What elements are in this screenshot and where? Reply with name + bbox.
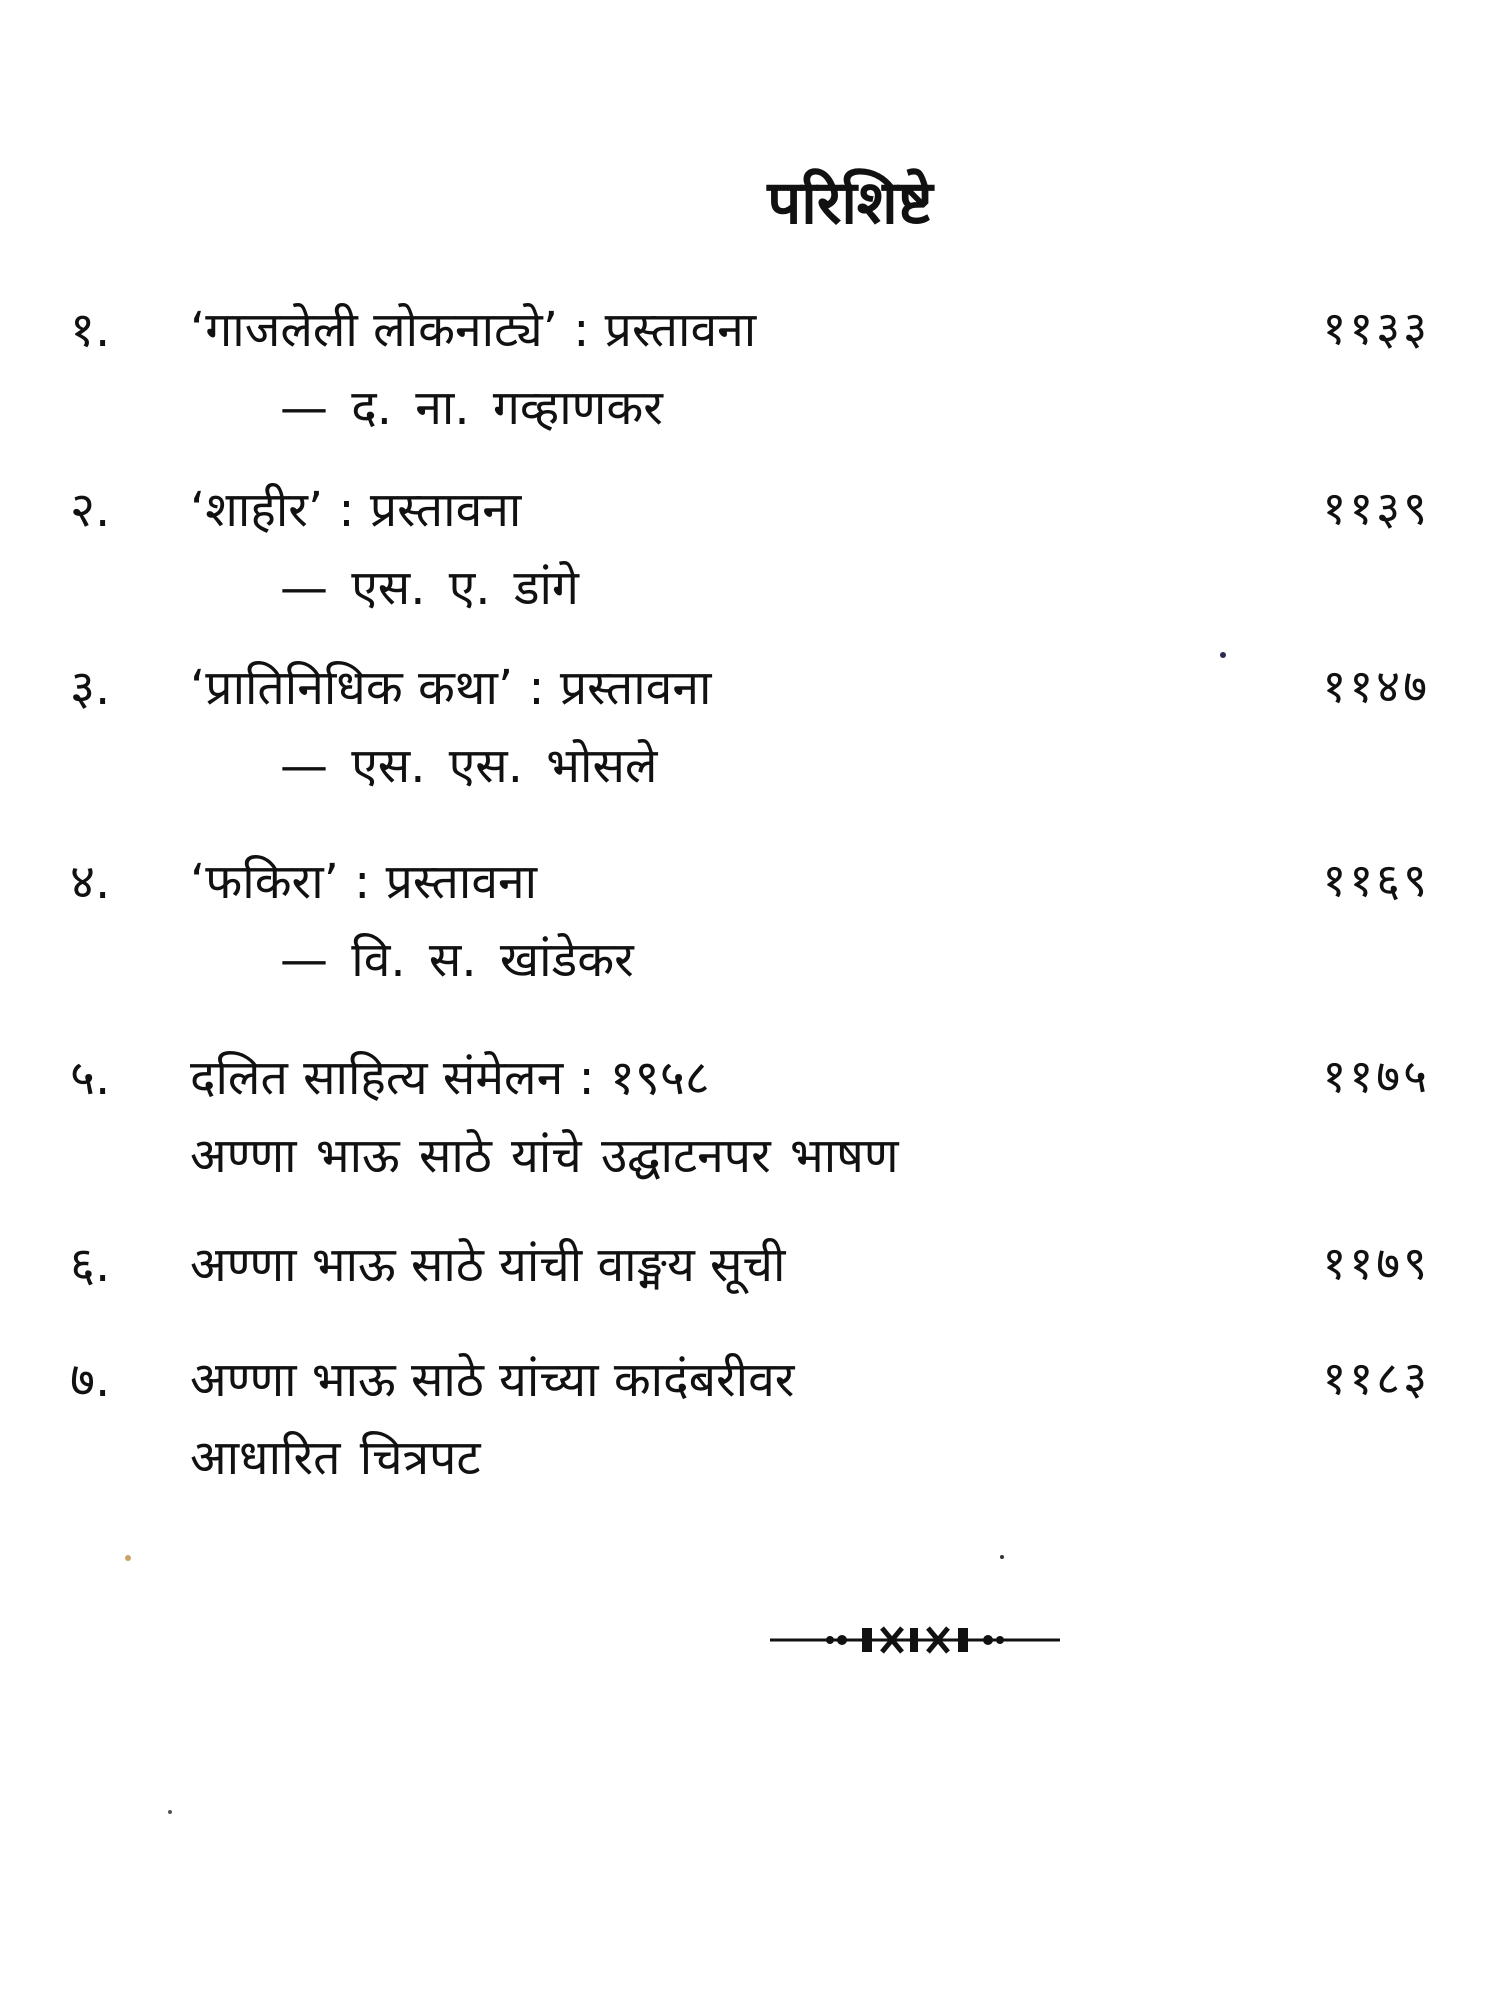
entry-number: ४. <box>70 854 111 910</box>
entry-author: — द. ना. गव्हाणकर <box>280 380 663 436</box>
entry-author: — एस. एस. भोसले <box>280 738 658 794</box>
entry-page-number: ११७५ <box>1322 1049 1430 1103</box>
entry-title: ‘गाजलेली लोकनाट्ये’ : प्रस्तावना <box>190 302 757 358</box>
entry-number: ५. <box>70 1050 111 1106</box>
entry-page-number: ११३३ <box>1322 301 1430 355</box>
entry-title: अण्णा भाऊ साठे यांची वाङ्मय सूची <box>190 1237 786 1293</box>
entry-number: ६. <box>70 1237 111 1293</box>
print-speck <box>168 1810 172 1814</box>
entry-page-number: ११८३ <box>1322 1351 1430 1405</box>
entry-number: १. <box>70 302 111 358</box>
page-title: परिशिष्टे <box>767 168 933 238</box>
entry-number: ७. <box>70 1352 111 1408</box>
entry-title: ‘प्रातिनिधिक कथा’ : प्रस्तावना <box>190 660 712 716</box>
entry-number: ३. <box>70 660 111 716</box>
entry-author: — एस. ए. डांगे <box>280 560 579 616</box>
print-speck <box>1000 1555 1004 1559</box>
entry-author: — वि. स. खांडेकर <box>280 932 634 988</box>
entry-page-number: ११७९ <box>1322 1236 1430 1290</box>
entry-title: दलित साहित्य संमेलन : १९५८ <box>190 1050 710 1106</box>
entry-title: ‘फकिरा’ : प्रस्तावना <box>190 854 538 910</box>
entry-title-continued: अण्णा भाऊ साठे यांचे उद्घाटनपर भाषण <box>190 1128 899 1184</box>
print-speck <box>125 1555 131 1561</box>
entry-number: २. <box>70 482 111 538</box>
entry-title-continued: आधारित चित्रपट <box>190 1430 481 1486</box>
end-ornament-icon <box>770 1620 1060 1660</box>
entry-title: ‘शाहीर’ : प्रस्तावना <box>190 482 522 538</box>
entry-page-number: ११६९ <box>1322 853 1430 907</box>
print-speck <box>1220 652 1226 658</box>
entry-page-number: ११४७ <box>1322 659 1430 713</box>
entry-page-number: ११३९ <box>1322 481 1430 535</box>
entry-title: अण्णा भाऊ साठे यांच्या कादंबरीवर <box>190 1352 795 1408</box>
